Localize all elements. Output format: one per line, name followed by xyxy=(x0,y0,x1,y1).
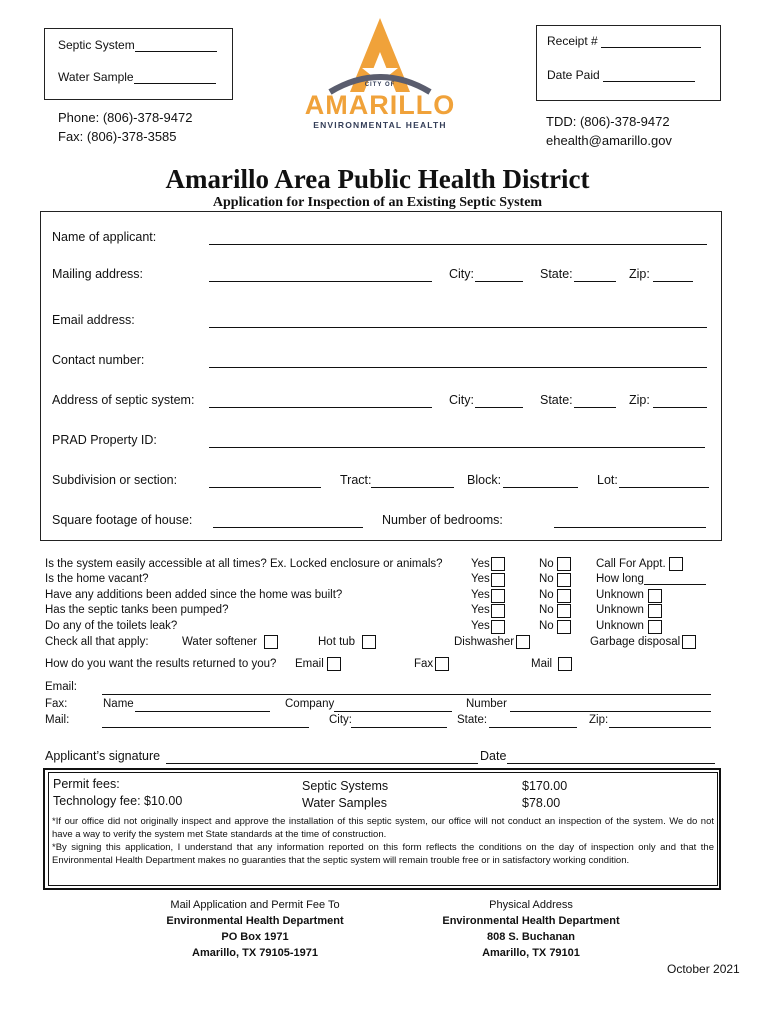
unknown-checkbox-additions[interactable] xyxy=(648,589,662,603)
note-inspection: *If our office did not originally inspect and approve the installation of this septic system, our office will not conduct an inspection of the system. We do not have a way to verify the system met State standards at the time of construction. xyxy=(52,816,714,840)
yes-label: Yes xyxy=(471,604,490,616)
results-mail-label: Mail xyxy=(531,658,553,670)
yes-label: Yes xyxy=(471,573,490,585)
hot-tub-checkbox[interactable] xyxy=(362,635,376,649)
no-checkbox-accessible[interactable] xyxy=(557,557,571,571)
no-label: No xyxy=(539,558,554,570)
septic-state-label: State: xyxy=(540,393,573,407)
question-pumped: Has the septic tanks been pumped? xyxy=(45,604,229,616)
how-long-label: How long xyxy=(596,573,644,585)
unknown-checkbox-toilets[interactable] xyxy=(648,620,662,634)
dishwasher-label: Dishwasher xyxy=(454,636,515,648)
no-label: No xyxy=(539,620,554,632)
yes-label: Yes xyxy=(471,558,490,570)
mailing-state-field[interactable] xyxy=(574,280,616,282)
contact-number-field[interactable] xyxy=(209,366,707,368)
physical-city: Amarillo, TX 79101 xyxy=(482,947,580,959)
tract-field[interactable] xyxy=(371,486,454,488)
permit-fees-label: Permit fees: xyxy=(53,777,120,791)
lot-field[interactable] xyxy=(619,486,709,488)
email-address-field[interactable] xyxy=(209,326,707,328)
square-footage-field[interactable] xyxy=(213,526,363,528)
signature-label: Applicant’s signature xyxy=(45,749,161,763)
mailing-state-label: State: xyxy=(540,267,573,281)
mailing-city-field[interactable] xyxy=(475,280,523,282)
water-samples-fee-label: Water Samples xyxy=(302,796,387,810)
date-paid-label: Date Paid xyxy=(547,68,600,82)
yes-checkbox-pumped[interactable] xyxy=(491,604,505,618)
note-signature: *By signing this application, I understand that any information reported on this form reflects the conditions on the day of inspection only and that the Environmental Health Department makes no guaranties that the septic system will remain trouble free or in satisfactory working condition. xyxy=(52,842,714,866)
contact-tdd-email xyxy=(546,112,672,150)
water-softener-label: Water softener xyxy=(182,636,257,648)
physical-heading: Physical Address xyxy=(489,899,573,911)
mailing-zip-field[interactable] xyxy=(653,280,693,282)
contact-zip-field[interactable] xyxy=(609,726,711,728)
office-use-left-box xyxy=(44,28,233,100)
phone-text: Phone: (806)-378-9472 xyxy=(58,110,193,125)
garbage-disposal-label: Garbage disposal xyxy=(590,636,681,648)
contact-zip-label: Zip: xyxy=(589,714,609,726)
results-email-checkbox[interactable] xyxy=(327,657,341,671)
no-label: No xyxy=(539,604,554,616)
contact-number-field[interactable] xyxy=(510,710,711,712)
results-fax-checkbox[interactable] xyxy=(435,657,449,671)
question-accessible: Is the system easily accessible at all times? Ex. Locked enclosure or animals? xyxy=(45,558,443,570)
contact-name-field[interactable] xyxy=(135,710,270,712)
yes-checkbox-toilets[interactable] xyxy=(491,620,505,634)
contact-city-label: City: xyxy=(329,714,352,726)
mailing-address-label: Mailing address: xyxy=(52,267,144,281)
name-of-applicant-field[interactable] xyxy=(209,243,707,245)
question-vacant: Is the home vacant? xyxy=(45,573,149,585)
square-footage-label: Square footage of house: xyxy=(52,513,193,527)
yes-checkbox-accessible[interactable] xyxy=(491,557,505,571)
water-sample-field[interactable] xyxy=(58,70,216,84)
septic-address-field[interactable] xyxy=(209,406,432,408)
page-subtitle: Application for Inspection of an Existing Septic System xyxy=(212,195,543,210)
call-for-appt-label: Call For Appt. xyxy=(596,558,666,570)
results-fax-label: Fax xyxy=(414,658,434,670)
office-use-right-box xyxy=(536,25,721,101)
block-field[interactable] xyxy=(503,486,578,488)
no-checkbox-pumped[interactable] xyxy=(557,604,571,618)
fees-notes xyxy=(52,815,714,867)
yes-checkbox-vacant[interactable] xyxy=(491,573,505,587)
contact-mail-field[interactable] xyxy=(102,726,309,728)
contact-company-field[interactable] xyxy=(334,710,452,712)
bedrooms-field[interactable] xyxy=(554,526,706,528)
mail-address-block xyxy=(135,897,375,961)
no-label: No xyxy=(539,589,554,601)
fax-text: Fax: (806)-378-3585 xyxy=(58,129,177,144)
mail-dept: Environmental Health Department xyxy=(166,915,344,927)
tract-label: Tract: xyxy=(340,473,372,487)
yes-label: Yes xyxy=(471,589,490,601)
technology-fee: Technology fee: $10.00 xyxy=(53,794,183,808)
date-paid-field[interactable] xyxy=(547,68,695,82)
prad-id-label: PRAD Property ID: xyxy=(52,433,157,447)
form-date: October 2021 xyxy=(667,962,740,976)
question-toilets-leak: Do any of the toilets leak? xyxy=(45,620,178,632)
email-address-label: Email address: xyxy=(52,313,135,327)
signature-field[interactable] xyxy=(166,762,478,764)
prad-id-field[interactable] xyxy=(209,446,705,448)
yes-label: Yes xyxy=(471,620,490,632)
mail-po-box: PO Box 1971 xyxy=(221,931,289,943)
hot-tub-label: Hot tub xyxy=(318,636,356,648)
amarillo-logo xyxy=(290,14,470,132)
septic-state-field[interactable] xyxy=(574,406,616,408)
septic-systems-price: $170.00 xyxy=(522,779,568,793)
unknown-label: Unknown xyxy=(596,589,644,601)
contact-state-field[interactable] xyxy=(489,726,577,728)
unknown-label: Unknown xyxy=(596,604,644,616)
contact-company-label: Company xyxy=(285,698,335,710)
physical-street: 808 S. Buchanan xyxy=(486,931,576,943)
garbage-disposal-checkbox[interactable] xyxy=(682,635,696,649)
tdd-text: TDD: (806)-378-9472 xyxy=(546,114,670,129)
logo-amarillo: AMARILLO xyxy=(304,90,456,120)
contact-name-label: Name xyxy=(103,698,134,710)
contact-number-label: Number xyxy=(466,698,507,710)
email-text: ehealth@amarillo.gov xyxy=(546,133,672,148)
signature-date-field[interactable] xyxy=(507,762,715,764)
dishwasher-checkbox[interactable] xyxy=(516,635,530,649)
question-additions: Have any additions been added since the home was built? xyxy=(45,589,343,601)
contact-fax-label: Fax: xyxy=(45,698,68,710)
lot-label: Lot: xyxy=(597,473,618,487)
results-question: How do you want the results returned to you? xyxy=(45,658,277,670)
contact-email-label: Email: xyxy=(45,681,77,693)
receipt-label: Receipt # xyxy=(547,34,598,48)
mailing-city-label: City: xyxy=(449,267,474,281)
contact-number-label: Contact number: xyxy=(52,353,145,367)
septic-systems-fee-label: Septic Systems xyxy=(302,779,389,793)
name-of-applicant-label: Name of applicant: xyxy=(52,230,157,244)
septic-zip-label: Zip: xyxy=(629,393,650,407)
septic-zip-field[interactable] xyxy=(653,406,707,408)
no-checkbox-vacant[interactable] xyxy=(557,573,571,587)
contact-mail-label: Mail: xyxy=(45,714,70,726)
septic-system-label: Septic System xyxy=(58,38,135,52)
question-check-all: Check all that apply: xyxy=(45,636,149,648)
septic-system-field[interactable] xyxy=(58,38,217,52)
mail-city: Amarillo, TX 79105-1971 xyxy=(192,947,318,959)
contact-phone-fax xyxy=(58,108,192,146)
no-checkbox-additions[interactable] xyxy=(557,589,571,603)
logo-city-of: CITY OF xyxy=(364,82,396,88)
mail-heading: Mail Application and Permit Fee To xyxy=(170,899,340,911)
no-label: No xyxy=(539,573,554,585)
mailing-zip-label: Zip: xyxy=(629,267,650,281)
mailing-address-field[interactable] xyxy=(209,280,432,282)
block-label: Block: xyxy=(467,473,502,487)
yes-checkbox-additions[interactable] xyxy=(491,589,505,603)
bedrooms-label: Number of bedrooms: xyxy=(382,513,503,527)
unknown-checkbox-pumped[interactable] xyxy=(648,604,662,618)
results-mail-checkbox[interactable] xyxy=(558,657,572,671)
septic-address-label: Address of septic system: xyxy=(52,393,195,407)
no-checkbox-toilets[interactable] xyxy=(557,620,571,634)
logo-environmental-health: ENVIRONMENTAL HEALTH xyxy=(313,120,447,130)
contact-city-field[interactable] xyxy=(351,726,447,728)
subdivision-label: Subdivision or section: xyxy=(52,473,178,487)
receipt-field[interactable] xyxy=(547,34,701,48)
septic-city-label: City: xyxy=(449,393,474,407)
how-long-field[interactable] xyxy=(596,573,706,585)
water-softener-checkbox[interactable] xyxy=(264,635,278,649)
page-title: Amarillo Area Public Health District xyxy=(165,164,590,194)
septic-city-field[interactable] xyxy=(475,406,523,408)
signature-date-label: Date xyxy=(480,749,507,763)
unknown-label: Unknown xyxy=(596,620,644,632)
physical-dept: Environmental Health Department xyxy=(442,915,620,927)
subdivision-field[interactable] xyxy=(209,486,321,488)
contact-state-label: State: xyxy=(457,714,488,726)
contact-email-field[interactable] xyxy=(102,693,711,695)
applicant-info-box xyxy=(40,211,722,541)
results-email-label: Email xyxy=(295,658,324,670)
physical-address-block xyxy=(415,897,647,961)
water-sample-label: Water Sample xyxy=(58,70,134,84)
call-for-appt-checkbox[interactable] xyxy=(669,557,683,571)
water-samples-price: $78.00 xyxy=(522,796,561,810)
